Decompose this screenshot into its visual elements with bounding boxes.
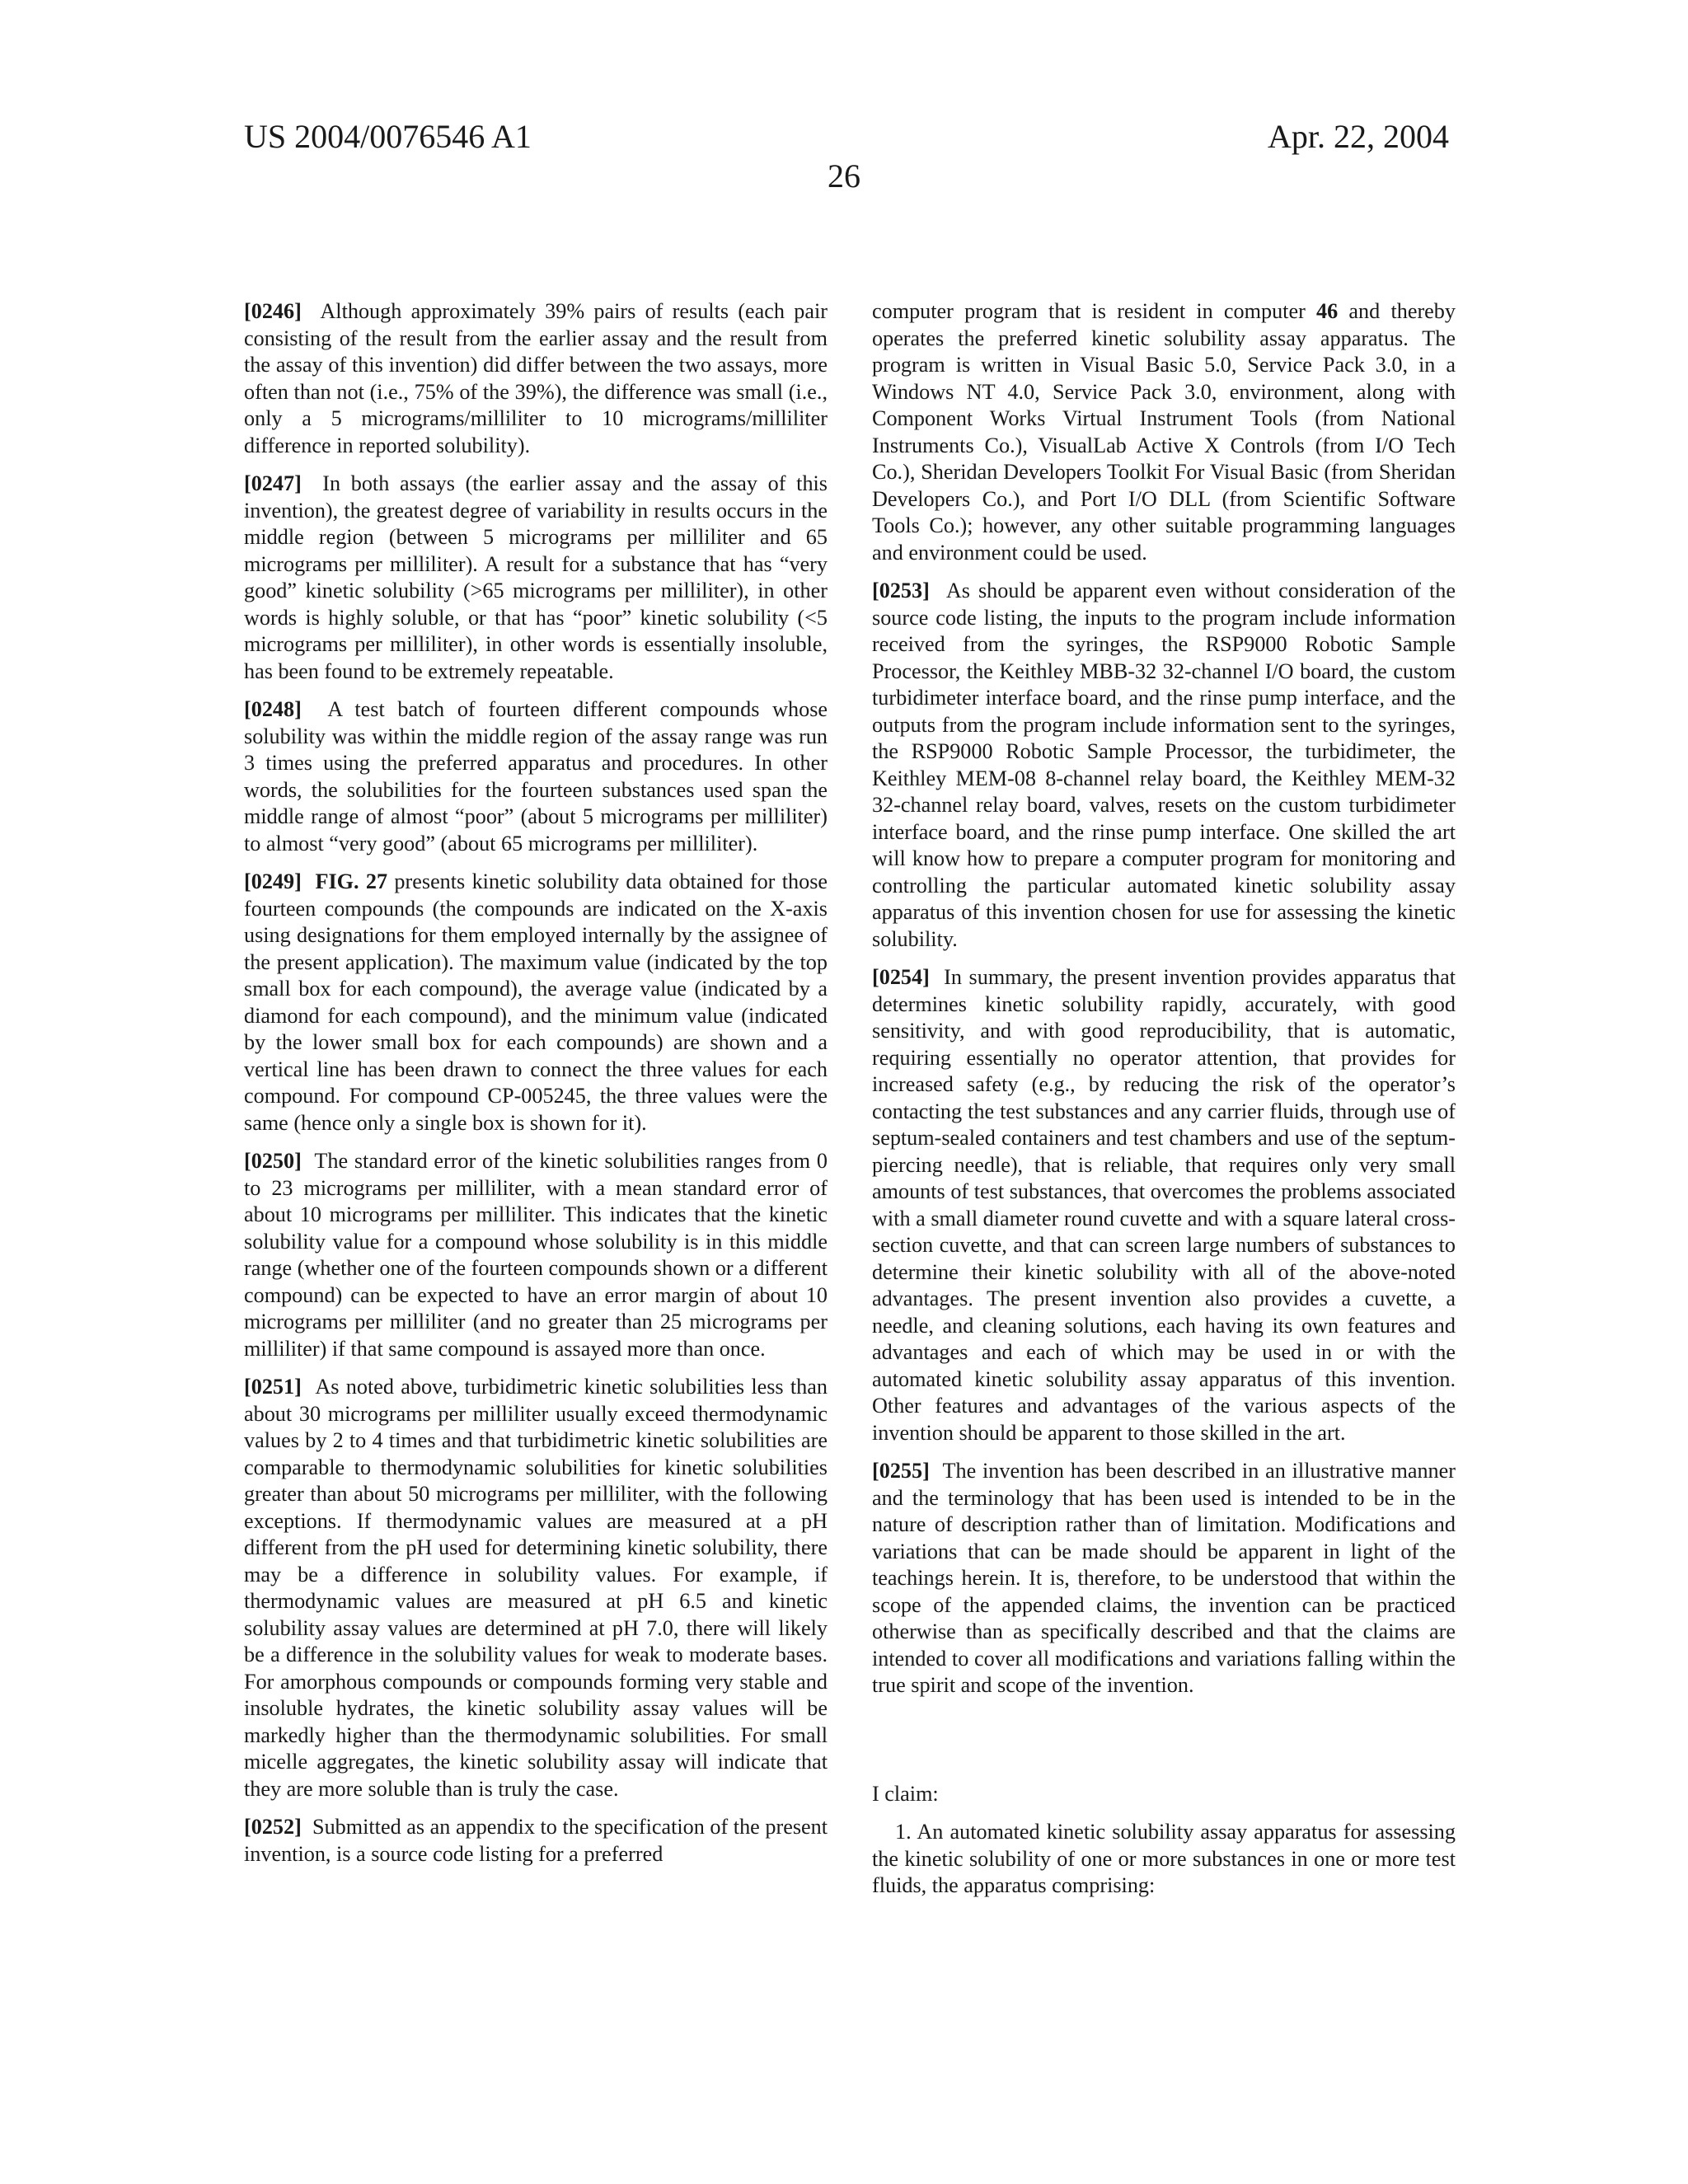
- paragraph-0254: [872, 964, 1456, 1446]
- paragraph-0248: [244, 696, 828, 857]
- paragraph-0247: [244, 471, 828, 685]
- paragraph-number: [0247]: [244, 471, 302, 495]
- claim-text: . An automated kinetic solubility assay apparatus for assessing the kinetic solubility of one or more substances in one or more test fluids, the apparatus comprising:: [872, 1820, 1456, 1897]
- paragraph-text: The invention has been described in an illustrative manner and the terminology that has been used is intended to be in the nature of description rather than of limitation. Modifications and variations that can be made should be apparent in light of the teachings herein. It is, therefore, to be understood that within the scope of the appended claims, the invention can be practiced otherwise than as specifically described and that the claims are intended to cover all modifications and variations falling within the true spirit and scope of the invention.: [872, 1459, 1456, 1697]
- paragraph-text: Although approximately 39% pairs of results (each pair consisting of the result from the earlier assay and the result from the assay of this invention) did differ between the two assays, more often than not (i.e., 75% of the 39%), the difference was small (i.e., only a 5 micrograms/milliliter to 10 micrograms/milliliter difference in reported solubility).: [244, 299, 828, 457]
- section-spacer: [872, 1711, 1456, 1781]
- paragraph-0246: [244, 298, 828, 459]
- paragraph-text: and thereby operates the preferred kinetic solubility assay apparatus. The program is written in Visual Basic 5.0, Service Pack 3.0, in a Windows NT 4.0, Service Pack 3.0, environment, along with Component Works Virtual Instrument Tools (from National Instruments Co.), VisualLab Active X Controls (from I/O Tech Co.), Sheridan Developers Toolkit For Visual Basic (from Sheridan Developers Co.), and Port I/O DLL (from Scientific Software Tools Co.); however, any other suitable programming languages and environment could be used.: [872, 299, 1456, 565]
- paragraph-text: A test batch of fourteen different compounds whose solubility was within the middle region of the assay range was run 3 times using the preferred apparatus and procedures. In other words, the solubilities for the fourteen substances used span the middle range of almost “poor” (about 5 micrograms per milliliter) to almost “very good” (about 65 micrograms per milliliter).: [244, 697, 828, 855]
- page-number: 26: [828, 157, 860, 194]
- paragraph-number: [0255]: [872, 1459, 930, 1483]
- publication-date: Apr. 22, 2004: [1268, 118, 1449, 155]
- right-column: [872, 298, 1456, 1911]
- claims-intro: I claim:: [872, 1781, 939, 1806]
- paragraph-text: computer program that is resident in computer: [872, 299, 1317, 323]
- paragraph-number: [0246]: [244, 299, 302, 323]
- paragraph-text: As should be apparent even without consideration of the source code listing, the inputs to the program include information received from the syringes, the RSP9000 Robotic Sample Processor, the Keithley MBB-32 32-channel I/O board, the custom turbidimeter interface board, and the rinse pump interface, and the outputs from the program include information sent to the syringes, the RSP9000 Robotic Sample Processor, the turbidimeter, the Keithley MEM-08 8-channel relay board, the Keithley MEM-32 32-channel relay board, valves, resets on the custom turbidimeter interface board, and the rinse pump interface. One skilled the art will know how to prepare a computer program for monitoring and controlling the particular automated kinetic solubility assay apparatus of this invention chosen for use for assessing the kinetic solubility.: [872, 579, 1456, 951]
- paragraph-0250: [244, 1148, 828, 1362]
- paragraph-text: In both assays (the earlier assay and the assay of this invention), the greatest degree of variability in results occurs in the middle region (between 5 micrograms per milliliter and 65 micrograms per milliliter). A result for a substance that has “very good” kinetic solubility (>65 micrograms per milliliter), in other words is highly soluble, or that has “poor” kinetic solubility (<5 micrograms per milliliter), in other words is essentially insoluble, has been found to be extremely repeatable.: [244, 471, 828, 683]
- paragraph-0249: [244, 869, 828, 1137]
- claim-1: [872, 1819, 1456, 1900]
- paragraph-number: [0248]: [244, 697, 302, 721]
- paragraph-number: [0250]: [244, 1149, 302, 1173]
- paragraph-0255: [872, 1458, 1456, 1699]
- paragraph-text: As noted above, turbidimetric kinetic solubilities less than about 30 micrograms per milliliter usually exceed thermodynamic values by 2 to 4 times and that turbidimetric kinetic solubilities are comparable to thermodynamic solubilities for kinetic solubilities greater than about 50 micrograms per milliliter, with the following exceptions. If thermodynamic values are measured at a pH different from the pH used for determining kinetic solubility, there may be a difference in solubility values. For example, if thermodynamic values are measured at pH 6.5 and kinetic solubility assay values are determined at pH 7.0, there will likely be a difference in the solubility values for weak to moderate bases. For amorphous compounds or compounds forming very stable and insoluble hydrates, the kinetic solubility assay values will be markedly higher than the thermodynamic solubilities. For small micelle aggregates, the kinetic solubility assay will indicate that they are more soluble than is truly the case.: [244, 1375, 828, 1801]
- paragraph-number: [0252]: [244, 1815, 302, 1839]
- paragraph-number: [0254]: [872, 965, 930, 989]
- figure-reference: FIG. 27: [315, 869, 388, 893]
- reference-numeral: 46: [1316, 299, 1339, 323]
- paragraph-0252-continued: [872, 298, 1456, 566]
- paragraph-number: [0253]: [872, 579, 930, 602]
- paragraph-text: In summary, the present invention provides apparatus that determines kinetic solubility rapidly, accurately, with good sensitivity, and with good reproducibility, that is automatic, requiring essentially no operator attention, that provides for increased safety (e.g., by reducing the risk of the operator’s contacting the test substances and any carrier fluids, through use of septum-sealed containers and test chambers and use of the septum-piercing needle), that is reliable, that requires only very small amounts of test substances, that overcomes the problems associated with a small diameter round cuvette and with a square lateral cross-section cuvette, and that can screen large numbers of substances to determine their kinetic solubility with all of the above-noted advantages. The present invention also provides a cuvette, a needle, and cleaning solutions, each having its own features and advantages and each of which may be used in or with the automated kinetic solubility assay apparatus of this invention. Other features and advantages of the various aspects of the invention should be apparent to those skilled in the art.: [872, 965, 1456, 1445]
- paragraph-text: Submitted as an appendix to the specification of the present invention, is a source code listing for a preferred: [244, 1815, 828, 1866]
- claim-number: 1: [895, 1820, 907, 1844]
- paragraph-0253: [872, 578, 1456, 953]
- publication-number: US 2004/0076546 A1: [244, 118, 532, 155]
- left-column: [244, 298, 828, 1879]
- paragraph-number: [0249]: [244, 869, 302, 893]
- paragraph-text: presents kinetic solubility data obtained for those fourteen compounds (the compounds are indicated on the X-axis using designations for them employed internally by the assignee of the present application). The maximum value (indicated by the top small box for each compound), the average value (indicated by a diamond for each compound), and the minimum value (indicated by the lower small box for each compounds) are shown and a vertical line has been drawn to connect the three values for each compound. For compound CP-005245, the three values were the same (hence only a single box is shown for it).: [244, 869, 828, 1135]
- paragraph-0252: [244, 1814, 828, 1868]
- paragraph-number: [0251]: [244, 1375, 302, 1399]
- paragraph-text: The standard error of the kinetic solubilities ranges from 0 to 23 micrograms per milliliter, with a mean standard error of about 10 micrograms per milliliter. This indicates that the kinetic solubility value for a compound whose solubility is in this middle range (whether one of the fourteen compounds shown or a different compound) can be expected to have an error margin of about 10 micrograms per milliliter (and no greater than 25 micrograms per milliliter) if that same compound is assayed more than once.: [244, 1149, 828, 1361]
- paragraph-0251: [244, 1374, 828, 1802]
